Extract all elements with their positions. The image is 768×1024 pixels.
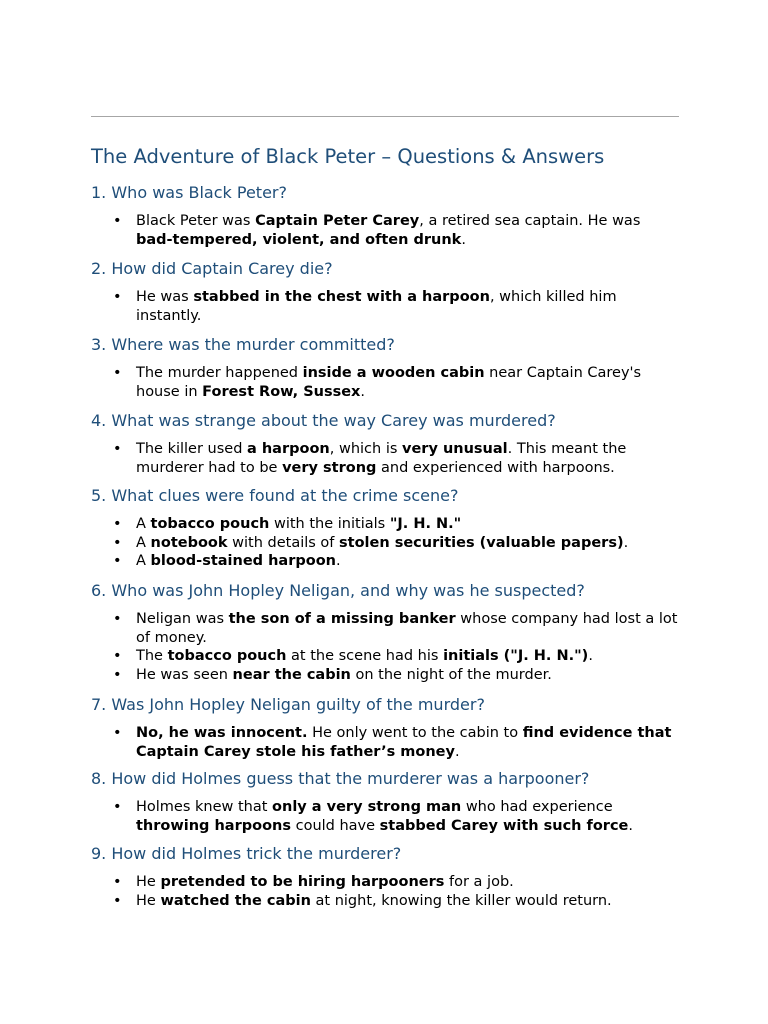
answer-emphasis: a harpoon (247, 441, 330, 457)
question-text: What clues were found at the crime scene? (111, 486, 459, 505)
qa-item (91, 580, 679, 684)
answer-text: on the night of the murder. (350, 666, 552, 683)
answer-text: The murder happened (136, 365, 303, 381)
answer-text: with the initials (269, 516, 390, 532)
question-number: 8. (91, 769, 107, 788)
answer-item (91, 364, 679, 401)
qa-item (91, 768, 679, 835)
answer-text: , which killed him instantly. (136, 289, 617, 324)
answer-text: could have (291, 817, 380, 834)
bullet-icon: • (113, 553, 122, 569)
answer-emphasis: notebook (150, 534, 228, 551)
answer-list (91, 212, 679, 249)
question-text: Was John Hopley Neligan guilty of the murder? (111, 695, 485, 714)
question-heading (91, 258, 679, 280)
answer-text: at night, knowing the killer would return. (310, 892, 612, 909)
answer-emphasis: find evidence that Captain Carey stole his father’s money (136, 725, 672, 760)
answer-item (91, 515, 679, 534)
question-number: 1. (91, 183, 107, 202)
answer-emphasis: watched the cabin (160, 892, 311, 909)
answer-emphasis: near the cabin (232, 666, 351, 683)
question-text: How did Holmes guess that the murderer was a harpooner? (111, 769, 590, 788)
answer-item (91, 440, 679, 477)
answer-emphasis: very strong (282, 459, 377, 476)
answer-text: He was seen (136, 666, 233, 683)
qa-item (91, 258, 679, 325)
question-number: 5. (91, 486, 107, 505)
answer-item (91, 873, 679, 892)
answer-item (91, 798, 679, 835)
bullet-icon: • (113, 534, 122, 551)
answer-item (91, 212, 679, 249)
answer-item (91, 288, 679, 325)
bullet-icon: • (113, 666, 122, 683)
bullet-icon: • (113, 289, 122, 305)
answer-list (91, 364, 679, 401)
answer-text: He was (136, 289, 194, 305)
answer-emphasis: tobacco pouch (167, 648, 287, 664)
answer-emphasis: stolen securities (valuable papers) (339, 534, 624, 551)
answer-list (91, 610, 679, 684)
answer-emphasis: blood-stained harpoon (150, 553, 336, 569)
answer-text: He (136, 874, 161, 890)
question-heading (91, 843, 679, 865)
question-heading (91, 182, 679, 204)
page-title: The Adventure of Black Peter – Questions & Answers (91, 145, 605, 168)
question-text: What was strange about the way Carey was murdered? (111, 411, 556, 430)
qa-item (91, 334, 679, 401)
answer-list (91, 798, 679, 835)
answer-text: He only went to the cabin to (307, 725, 523, 741)
answer-text: Holmes knew that (136, 799, 273, 815)
answer-text: . (454, 743, 460, 760)
question-text: Where was the murder committed? (111, 335, 395, 354)
answer-list (91, 288, 679, 325)
answer-emphasis: No, he was innocent. (136, 725, 308, 741)
answer-text: and experienced with harpoons. (376, 459, 615, 476)
answer-item (91, 534, 679, 553)
answer-text: The killer used (136, 441, 248, 457)
bullet-icon: • (113, 611, 122, 627)
bullet-icon: • (113, 648, 122, 664)
answer-text: , which is (329, 441, 403, 457)
bullet-icon: • (113, 441, 122, 457)
question-number: 4. (91, 411, 107, 430)
answer-list (91, 515, 679, 571)
bullet-icon: • (113, 892, 122, 909)
answer-text: . (628, 817, 633, 834)
question-number: 9. (91, 844, 107, 863)
question-heading (91, 580, 679, 602)
qa-item (91, 694, 679, 761)
answer-emphasis: tobacco pouch (150, 516, 270, 532)
answer-emphasis: pretended to be hiring harpooners (160, 874, 445, 890)
question-heading (91, 334, 679, 356)
answer-item (91, 666, 679, 685)
answer-text: . (360, 383, 366, 400)
answer-emphasis: stabbed Carey with such force (379, 817, 629, 834)
qa-item (91, 182, 679, 249)
answer-text: A (136, 553, 151, 569)
answer-emphasis: bad-tempered, violent, and often drunk (136, 231, 462, 248)
answer-item (91, 552, 679, 571)
answer-item (91, 647, 679, 666)
answer-text: . This meant the murderer had to be (136, 441, 627, 476)
answer-text: who had experience (461, 799, 613, 815)
question-number: 2. (91, 259, 107, 278)
bullet-icon: • (113, 799, 122, 815)
bullet-icon: • (113, 874, 122, 890)
answer-text: . (588, 648, 593, 664)
qa-item (91, 410, 679, 477)
answer-emphasis: inside a wooden cabin (302, 365, 485, 381)
answer-text: The (136, 648, 168, 664)
answer-text: for a job. (444, 874, 514, 890)
answer-item (91, 610, 679, 647)
answer-text: He (136, 892, 161, 909)
answer-text: A (136, 534, 151, 551)
answer-item (91, 892, 679, 911)
answer-text: . (623, 534, 629, 551)
question-text: Who was John Hopley Neligan, and why was he suspected? (111, 581, 585, 600)
bullet-icon: • (113, 725, 122, 741)
answer-text: with details of (227, 534, 340, 551)
answer-emphasis: only a very strong man (272, 799, 462, 815)
answer-emphasis: throwing harpoons (136, 817, 291, 834)
answer-text: Black Peter was (136, 213, 256, 229)
answer-text: A (136, 516, 151, 532)
answer-text: , a retired sea captain. He was (419, 213, 641, 229)
answer-emphasis: stabbed in the chest with a harpoon (193, 289, 490, 305)
answer-text: at the scene had his (286, 648, 444, 664)
answer-emphasis: "J. H. N." (389, 516, 462, 532)
question-text: How did Captain Carey die? (111, 259, 333, 278)
answer-text: . (336, 553, 341, 569)
answer-item (91, 724, 679, 761)
bullet-icon: • (113, 516, 122, 532)
answer-list (91, 724, 679, 761)
bullet-icon: • (113, 213, 122, 229)
answer-list (91, 440, 679, 477)
qa-item (91, 485, 679, 571)
answer-emphasis: initials ("J. H. N.") (443, 648, 589, 664)
answer-emphasis: Captain Peter Carey (255, 213, 420, 229)
question-number: 3. (91, 335, 107, 354)
question-heading (91, 410, 679, 432)
question-heading (91, 768, 679, 790)
question-text: Who was Black Peter? (111, 183, 287, 202)
answer-emphasis: very unusual (402, 441, 508, 457)
question-number: 6. (91, 581, 107, 600)
answer-text: . (461, 231, 466, 248)
horizontal-rule (91, 116, 679, 117)
question-number: 7. (91, 695, 107, 714)
answer-emphasis: the son of a missing banker (228, 611, 456, 627)
qa-item (91, 843, 679, 910)
question-heading (91, 485, 679, 507)
answer-text: near Captain Carey's house in (136, 365, 642, 400)
bullet-icon: • (113, 365, 122, 381)
answer-emphasis: Forest Row, Sussex (202, 383, 361, 400)
question-heading (91, 694, 679, 716)
answer-list (91, 873, 679, 910)
question-text: How did Holmes trick the murderer? (111, 844, 402, 863)
answer-text: whose company had lost a lot of money. (136, 611, 678, 646)
answer-text: Neligan was (136, 611, 229, 627)
